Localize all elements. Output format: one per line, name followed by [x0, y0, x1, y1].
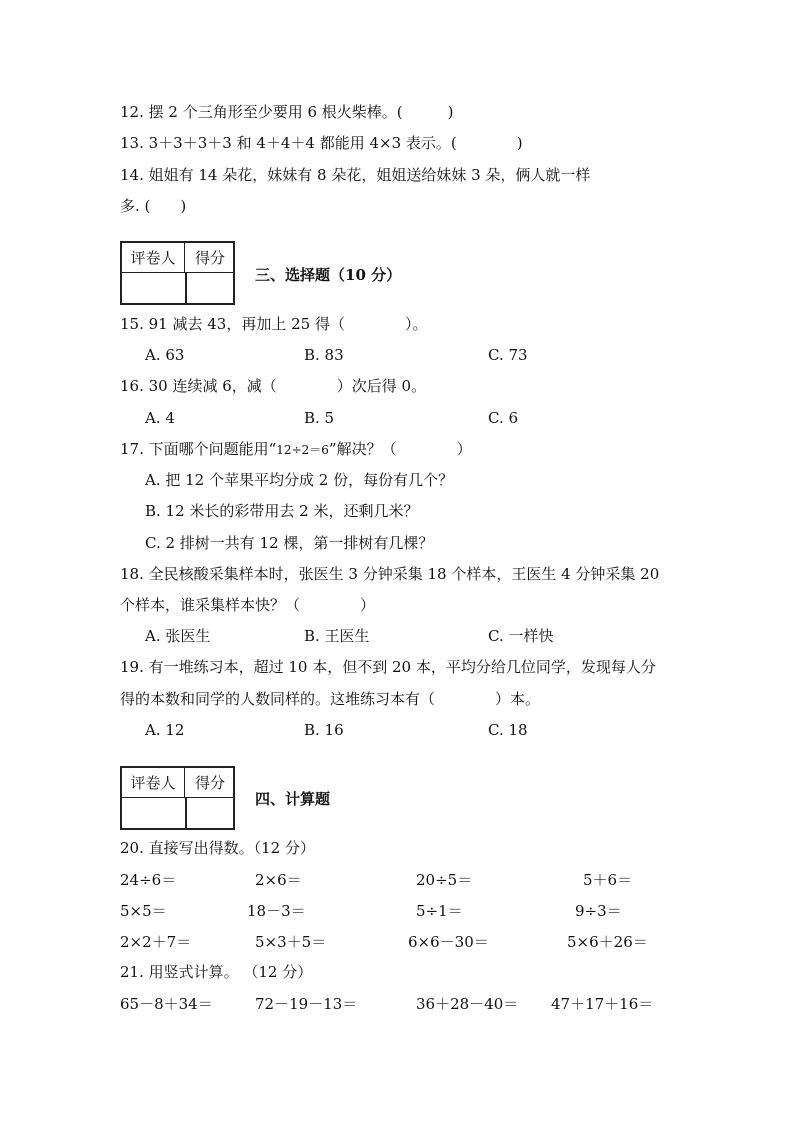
q20-item: 5×5＝ [120, 902, 167, 920]
q21-row [120, 994, 680, 1014]
q17-suffix: ”解决？（ ） [328, 440, 472, 458]
table-divider-2 [185, 798, 187, 830]
q15-option-c: C. 73 [488, 346, 528, 364]
q20-item: 2×2＋7＝ [120, 933, 192, 951]
question-20: 20. 直接写出得数。（12 分） [120, 839, 315, 857]
question-18-line1: 18. 全民核酸采集样本时，张医生 3 分钟采集 18 个样本，王医生 4 分钟采集 20 [120, 565, 660, 583]
q19-option-b: B. 16 [304, 721, 344, 739]
question-21: 21. 用竖式计算。 （12 分） [120, 963, 313, 981]
q20-row-3 [120, 932, 680, 952]
q17-formula: 12÷2＝6 [276, 443, 329, 457]
q19-option-c: C. 18 [488, 721, 528, 739]
q21-item: 47＋17＋16＝ [551, 995, 654, 1013]
question-19-line2: 得的本数和同学的人数同样的。这堆练习本有（ ）本。 [120, 690, 541, 708]
q15-option-b: B. 83 [304, 346, 344, 364]
q20-item: 5×3＋5＝ [255, 933, 327, 951]
question-14-line1: 14. 姐姐有 14 朵花，妹妹有 8 朵花，姐姐送给妹妹 3 朵，俩人就一样 [120, 166, 591, 184]
q17-option-b: B. 12 米长的彩带用去 2 米，还剩几米？ [145, 502, 419, 520]
q20-item: 5×6＋26＝ [567, 933, 648, 951]
section-title-choice: 三、选择题（10 分） [255, 266, 402, 284]
q20-row-1 [120, 870, 680, 890]
question-17 [120, 439, 472, 460]
q19-option-a: A. 12 [145, 721, 185, 739]
q17-option-c: C. 2 排树一共有 12 棵，第一排树有几棵？ [145, 534, 434, 552]
question-13: 13. 3＋3＋3＋3 和 4＋4＋4 都能用 4×3 表示。( ) [120, 134, 523, 152]
q20-item: 2×6＝ [255, 871, 302, 889]
reviewer-header: 评卷人 [122, 243, 185, 273]
q18-option-b: B. 王医生 [304, 627, 370, 645]
q17-prefix: 17. 下面哪个问题能用“ [120, 440, 277, 458]
section-title-calc: 四、计算题 [255, 790, 331, 808]
q20-item: 20÷5＝ [416, 871, 473, 889]
q16-option-a: A. 4 [145, 409, 175, 427]
q20-item: 6×6－30＝ [408, 933, 489, 951]
q20-item: 5＋6＝ [583, 871, 633, 889]
q20-item: 5÷1＝ [416, 902, 463, 920]
question-18-line2: 个样本，谁采集样本快？（ ） [120, 596, 376, 614]
score-table-2 [120, 766, 235, 830]
score-table [120, 241, 235, 305]
question-15: 15. 91 减去 43，再加上 25 得（ ）。 [120, 315, 428, 333]
q15-option-a: A. 63 [145, 346, 185, 364]
question-14-line2: 多. ( ) [120, 197, 187, 215]
table-divider [185, 273, 187, 305]
q20-item: 18－3＝ [247, 902, 306, 920]
q17-option-a: A. 把 12 个苹果平均分成 2 份，每份有几个？ [145, 471, 454, 489]
q21-item: 72－19－13＝ [255, 995, 358, 1013]
q18-option-c: C. 一样快 [488, 627, 554, 645]
q18-option-a: A. 张医生 [145, 627, 211, 645]
reviewer-header-2: 评卷人 [122, 768, 185, 798]
q21-item: 36＋28－40＝ [416, 995, 519, 1013]
q16-option-c: C. 6 [488, 409, 519, 427]
score-header: 得分 [185, 243, 235, 273]
score-header-2: 得分 [185, 768, 235, 798]
q20-item: 24÷6＝ [120, 871, 177, 889]
question-16: 16. 30 连续减 6，减（ ）次后得 0。 [120, 377, 427, 395]
question-12: 12. 摆 2 个三角形至少要用 6 根火柴棒。( ) [120, 103, 454, 121]
q21-item: 65－8＋34＝ [120, 995, 213, 1013]
q20-item: 9÷3＝ [575, 902, 622, 920]
question-19-line1: 19. 有一堆练习本，超过 10 本，但不到 20 本，平均分给几位同学，发现每人分 [120, 658, 656, 676]
q16-option-b: B. 5 [304, 409, 335, 427]
q20-row-2 [120, 901, 680, 921]
